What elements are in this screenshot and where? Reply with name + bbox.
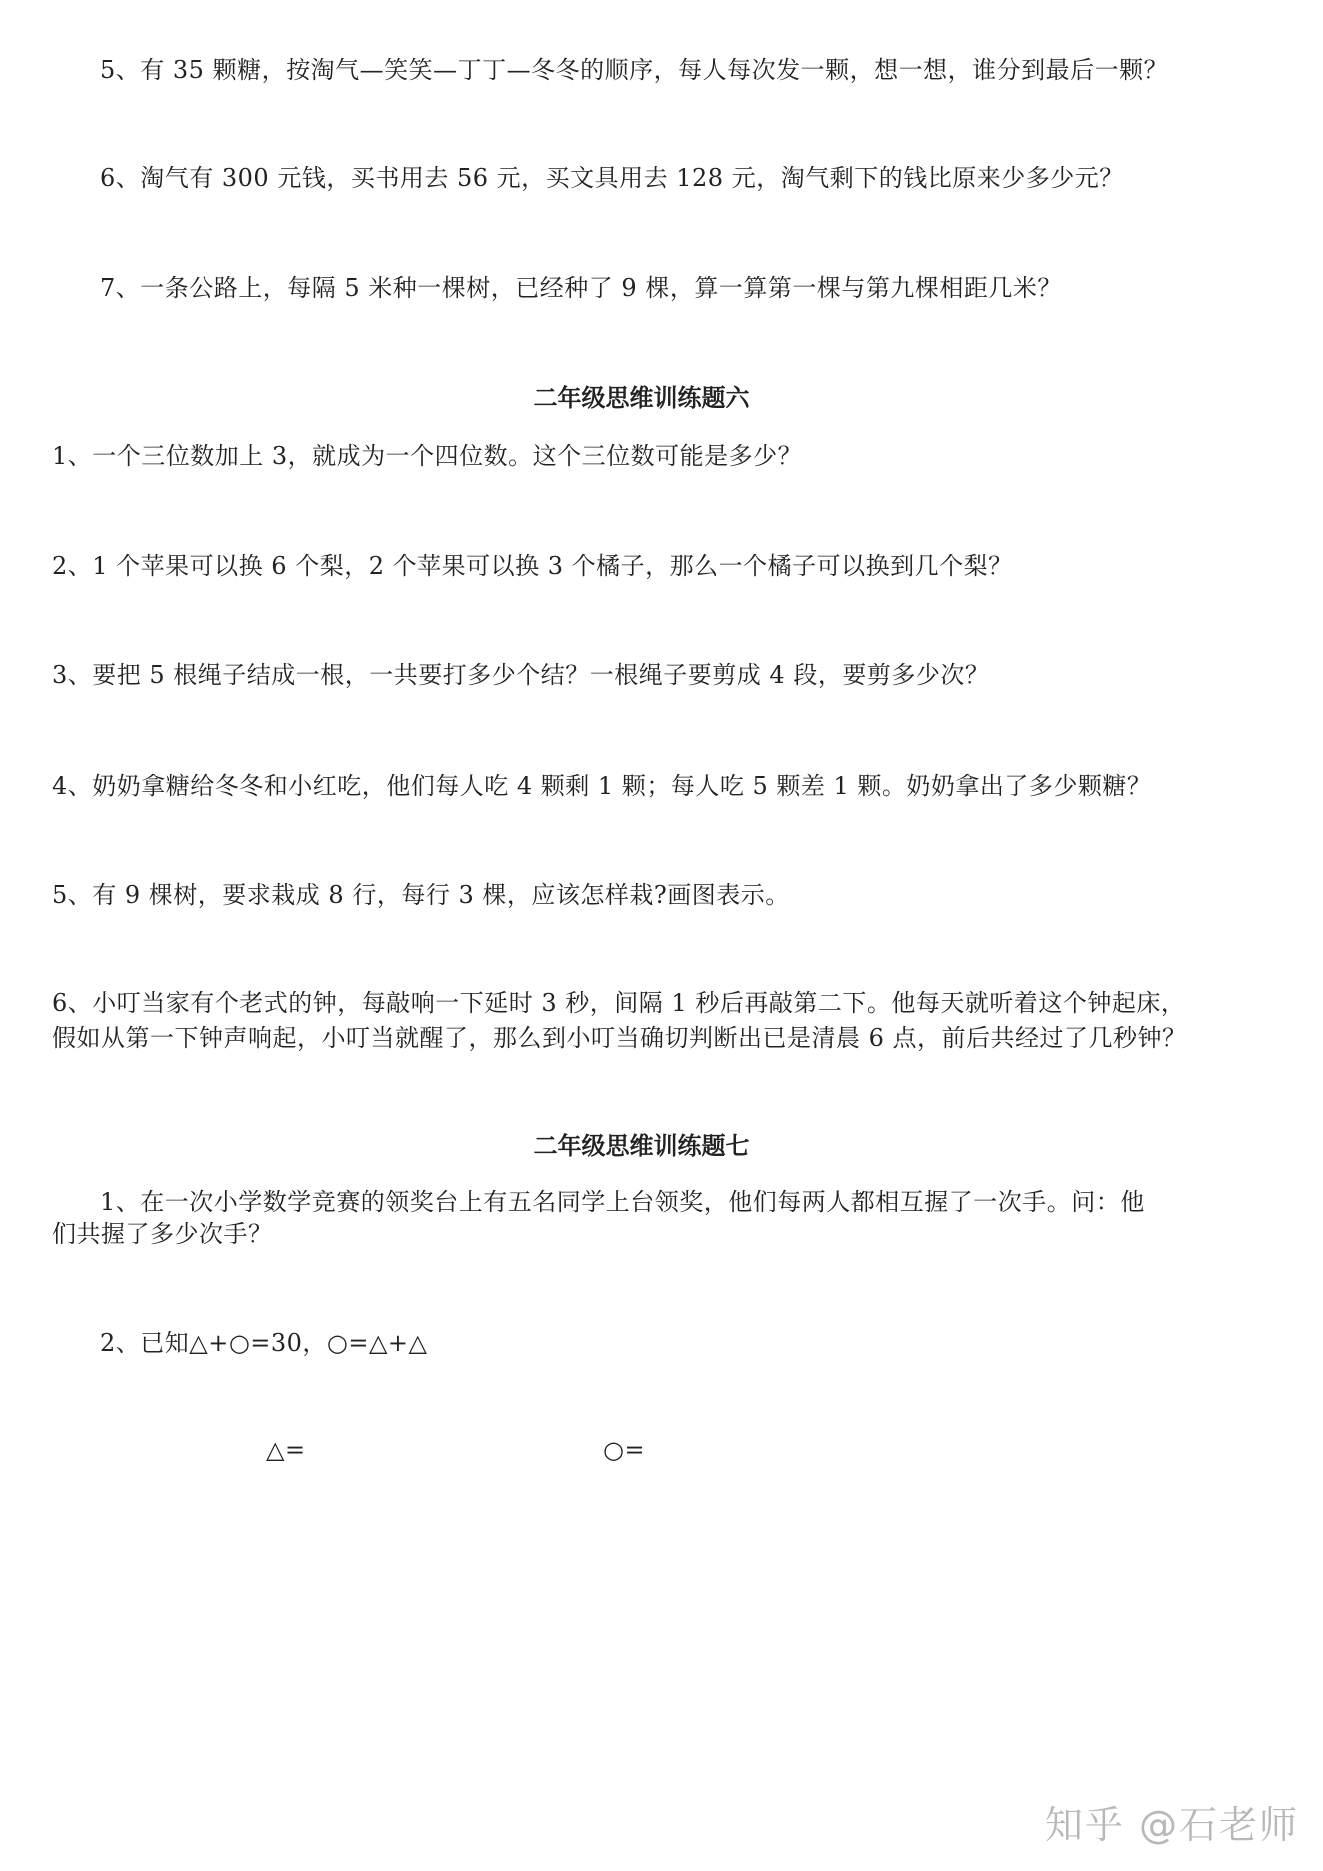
section-6-title: 二年级思维训练题六 — [533, 384, 750, 412]
answer-circle: ○= — [603, 1436, 646, 1464]
section-7-question-1-line-1: 1、在一次小学数学竞赛的领奖台上有五名同学上台领奖，他们每两人都相互握了一次手。问：他 — [100, 1188, 1145, 1216]
section-6-question-3: 3、要把 5 根绳子结成一根，一共要打多少个结？一根绳子要剪成 4 段，要剪多少次？ — [52, 661, 990, 689]
section-7-question-1-line-2: 们共握了多少次手？ — [52, 1220, 273, 1248]
question-5-candy: 5、有 35 颗糖，按淘气—笑笑—丁丁—冬冬的顺序，每人每次发一颗，想一想，谁分到最后一颗？ — [100, 56, 1169, 84]
question-6-money: 6、淘气有 300 元钱，买书用去 56 元，买文具用去 128 元，淘气剩下的钱比原来少多少元？ — [100, 164, 1124, 192]
section-6-question-5: 5、有 9 棵树，要求栽成 8 行，每行 3 棵，应该怎样栽?画图表示。 — [52, 881, 790, 909]
section-7-title: 二年级思维训练题七 — [533, 1132, 750, 1160]
zhihu-watermark: 知乎 @石老师 — [1044, 1803, 1299, 1847]
question-7-trees: 7、一条公路上，每隔 5 米种一棵树，已经种了 9 棵，算一算第一棵与第九棵相距几米？ — [100, 274, 1062, 302]
section-6-question-1: 1、一个三位数加上 3，就成为一个四位数。这个三位数可能是多少？ — [52, 442, 803, 470]
section-6-question-6-line-2: 假如从第一下钟声响起，小叮当就醒了，那么到小叮当确切判断出已是清晨 6 点，前后共经过了几秒钟？ — [52, 1024, 1187, 1052]
section-6-question-4: 4、奶奶拿糖给冬冬和小红吃，他们每人吃 4 颗剩 1 颗；每人吃 5 颗差 1 颗。奶奶拿出了多少颗糖？ — [52, 772, 1152, 800]
section-6-question-6-line-1: 6、小叮当家有个老式的钟，每敲响一下延时 3 秒，间隔 1 秒后再敲第二下。他每天就听着这个钟起床， — [52, 989, 1186, 1017]
answer-triangle: △= — [266, 1436, 306, 1464]
section-6-question-2: 2、1 个苹果可以换 6 个梨，2 个苹果可以换 3 个橘子，那么一个橘子可以换到几个梨？ — [52, 552, 1013, 580]
section-7-question-2: 2、已知△+○=30，○=△+△ — [100, 1329, 428, 1357]
